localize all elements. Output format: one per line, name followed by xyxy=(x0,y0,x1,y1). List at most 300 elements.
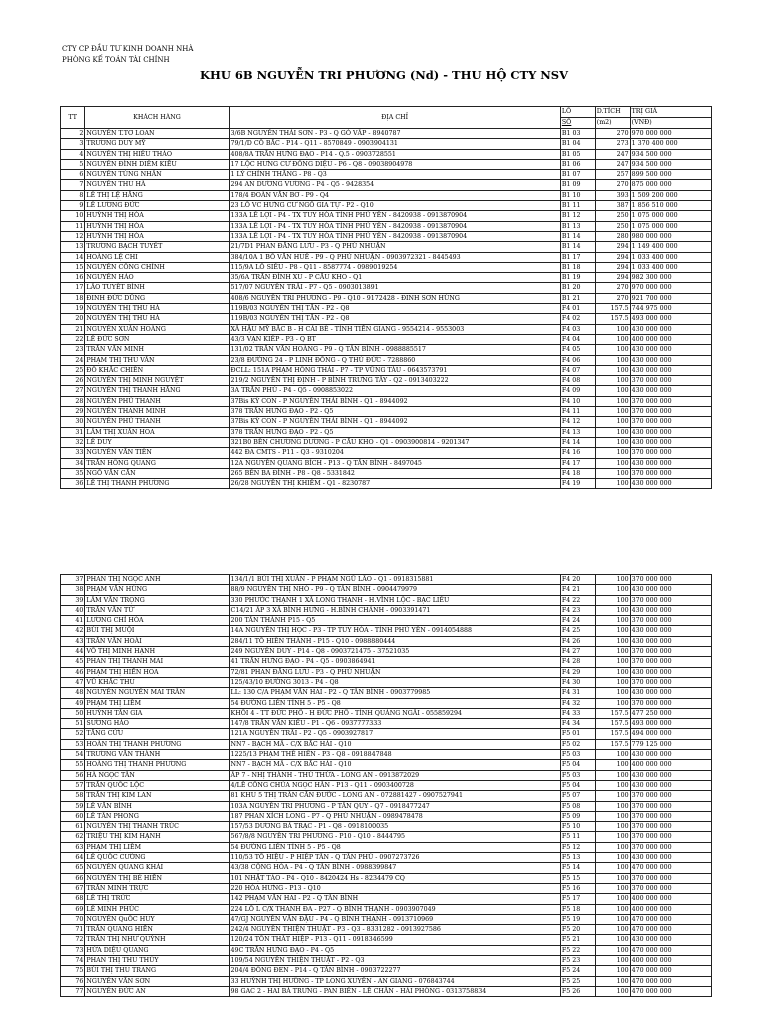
table-row xyxy=(61,324,712,334)
row-number-cell: 70 xyxy=(61,914,85,924)
lot-number-cell: F4 31 xyxy=(560,688,595,698)
customer-name-cell: LÂM VĂN TRỌNG xyxy=(85,595,229,605)
lot-number-cell: B1 05 xyxy=(560,149,595,159)
customer-name-cell: TRẦN VĂN HOÀI xyxy=(85,636,229,646)
customer-name-cell: NGUYỄN THỊ THU HÀ xyxy=(85,304,229,314)
price-cell: 370 000 000 xyxy=(630,468,711,478)
row-number-cell: 12 xyxy=(61,231,85,241)
price-cell: 430 000 000 xyxy=(630,853,711,863)
table-row xyxy=(61,221,712,231)
area-cell: 100 xyxy=(595,355,630,365)
customer-name-cell: LÊ THỊ LỆ HẰNG xyxy=(85,190,229,200)
area-cell: 100 xyxy=(595,595,630,605)
customer-name-cell: HOÀNG THỊ THANH PHƯƠNG xyxy=(85,760,229,770)
price-cell: 400 000 000 xyxy=(630,955,711,965)
price-cell: 980 000 000 xyxy=(630,231,711,241)
table-row xyxy=(61,417,712,427)
lot-number-cell: F4 33 xyxy=(560,708,595,718)
area-cell: 100 xyxy=(595,770,630,780)
table-row xyxy=(61,616,712,626)
row-number-cell: 44 xyxy=(61,647,85,657)
area-cell: 100 xyxy=(595,407,630,417)
table-row xyxy=(61,129,712,139)
company-name: CTY CP ĐẦU TƯ KINH DOANH NHÀ xyxy=(62,45,194,53)
price-cell: 493 000 000 xyxy=(630,719,711,729)
lot-number-cell: B1 12 xyxy=(560,211,595,221)
price-cell: 1 856 510 000 xyxy=(630,201,711,211)
area-cell: 100 xyxy=(595,832,630,842)
area-cell: 100 xyxy=(595,324,630,334)
area-cell: 100 xyxy=(595,883,630,893)
lot-number-cell: F5 24 xyxy=(560,966,595,976)
lot-number-cell: F4 03 xyxy=(560,324,595,334)
customer-name-cell: BÙI THỊ THU TRANG xyxy=(85,966,229,976)
address-cell: 249 NGUYỄN DUY - P14 - Q8 - 0903721475 - 37521035 xyxy=(229,647,560,657)
area-cell: 100 xyxy=(595,417,630,427)
price-cell: 934 500 000 xyxy=(630,159,711,169)
lot-number-cell: B1 20 xyxy=(560,283,595,293)
header-tt: TT xyxy=(61,107,85,129)
price-cell: 430 000 000 xyxy=(630,365,711,375)
customer-name-cell: TRƯƠNG DUY MỸ xyxy=(85,139,229,149)
row-number-cell: 25 xyxy=(61,365,85,375)
row-number-cell: 10 xyxy=(61,211,85,221)
address-cell: 37Bis KỲ CON - P NGUYỄN THÁI BÌNH - Q1 - 8944092 xyxy=(229,417,560,427)
lot-number-cell: F5 17 xyxy=(560,894,595,904)
customer-name-cell: PHAN THỊ NGỌC ANH xyxy=(85,575,229,585)
row-number-cell: 9 xyxy=(61,201,85,211)
lot-number-cell: F5 01 xyxy=(560,729,595,739)
row-number-cell: 50 xyxy=(61,708,85,718)
price-cell: 430 000 000 xyxy=(630,605,711,615)
table-row xyxy=(61,242,712,252)
address-cell: 408/8A TRẦN HƯNG ĐẠO - P14 - Q.5 - 0903728551 xyxy=(229,149,560,159)
row-number-cell: 52 xyxy=(61,729,85,739)
price-cell: 899 500 000 xyxy=(630,170,711,180)
customer-name-cell: NGUYỄN THỊ BÉ HIỀN xyxy=(85,873,229,883)
row-number-cell: 74 xyxy=(61,955,85,965)
address-cell: 157/53 DƯƠNG BÁ TRẠC - P1 - Q8 - 0918100035 xyxy=(229,822,560,832)
address-cell: LL: 130 C/A PHẠM VĂN HAI - P2 - Q TÂN BÌNH - 0903779985 xyxy=(229,688,560,698)
price-cell: 370 000 000 xyxy=(630,448,711,458)
customer-name-cell: HOÀN THỊ THANH PHƯƠNG xyxy=(85,739,229,749)
price-cell: 370 000 000 xyxy=(630,616,711,626)
row-number-cell: 37 xyxy=(61,575,85,585)
header-price-unit: (VNĐ) xyxy=(630,118,711,129)
customer-name-cell: NGUYỄN CÔNG CHÍNH xyxy=(85,262,229,272)
address-cell: 220 HÒA HƯNG - P13 - Q10 xyxy=(229,883,560,893)
address-cell: 43/3 VẠN KIẾP - P3 - Q BT xyxy=(229,334,560,344)
company-header xyxy=(62,44,193,66)
row-number-cell: 30 xyxy=(61,417,85,427)
row-number-cell: 73 xyxy=(61,945,85,955)
customer-name-cell: NGUYỄN QuỐC HUY xyxy=(85,914,229,924)
lot-number-cell: F5 09 xyxy=(560,811,595,821)
area-cell: 100 xyxy=(595,801,630,811)
row-number-cell: 17 xyxy=(61,283,85,293)
address-cell: 3/6B NGUYỄN THÁI SƠN - P3 - Q GÒ VẤP - 8940787 xyxy=(229,129,560,139)
area-cell: 257 xyxy=(595,170,630,180)
table-row xyxy=(61,739,712,749)
area-cell: 100 xyxy=(595,750,630,760)
table-row xyxy=(61,170,712,180)
area-cell: 100 xyxy=(595,688,630,698)
price-cell: 370 000 000 xyxy=(630,407,711,417)
area-cell: 100 xyxy=(595,677,630,687)
lot-number-cell: F5 02 xyxy=(560,739,595,749)
address-cell: 178/4 ĐOÀN VĂN BƠ - P9 - Q4 xyxy=(229,190,560,200)
customer-name-cell: NGUYỄN THỊ MINH NGUYỆT xyxy=(85,376,229,386)
price-cell: 1 075 000 000 xyxy=(630,211,711,221)
customer-name-cell: NGUYỄN QUANG KHẢI xyxy=(85,863,229,873)
address-cell: 17 LỘC HƯNG CƯ ĐÔNG DIỆU - P6 - Q8 - 09038904978 xyxy=(229,159,560,169)
price-cell: 370 000 000 xyxy=(630,417,711,427)
customer-name-cell: LÊ QUỐC CƯỜNG xyxy=(85,853,229,863)
area-cell: 100 xyxy=(595,427,630,437)
table-row xyxy=(61,708,712,718)
price-cell: 370 000 000 xyxy=(630,832,711,842)
table-row xyxy=(61,883,712,893)
header-address: ĐỊA CHỈ xyxy=(229,107,560,129)
address-cell: 284/11 TÔ HIẾN THÀNH - P15 - Q10 - 0988880444 xyxy=(229,636,560,646)
address-cell: 1225/13 PHẠM THẾ HIỂN - P3 - Q8 - 0918847848 xyxy=(229,750,560,760)
area-cell: 100 xyxy=(595,945,630,955)
row-number-cell: 13 xyxy=(61,242,85,252)
customer-name-cell: HUỲNH THỊ HÒA xyxy=(85,221,229,231)
lot-number-cell: F4 32 xyxy=(560,698,595,708)
address-cell: ĐCLL: 151A PHẠM HỒNG THÁI - P7 - TP VŨNG TÀU - 0643573791 xyxy=(229,365,560,375)
customer-name-cell: TRẦN VĂN MINH xyxy=(85,345,229,355)
page-title: KHU 6B NGUYỄN TRI PHƯƠNG (Nd) - THU HỘ CTY NSV xyxy=(199,68,569,82)
price-cell: 370 000 000 xyxy=(630,883,711,893)
customer-name-cell: PHAN THỊ THU THỦY xyxy=(85,955,229,965)
table-row xyxy=(61,750,712,760)
lot-number-cell: F5 23 xyxy=(560,955,595,965)
area-cell: 100 xyxy=(595,636,630,646)
customer-name-cell: HỨA DIỆU QUANG xyxy=(85,945,229,955)
row-number-cell: 75 xyxy=(61,966,85,976)
address-cell: 187 PHAN XÍCH LONG - P7 - Q PHÚ NHUẬN - 0989478478 xyxy=(229,811,560,821)
table-row xyxy=(61,479,712,489)
address-cell: 81 KHU 5 THỊ TRẤN CẦN ĐƯỚC - LONG AN - 072881427 - 0907527941 xyxy=(229,791,560,801)
row-number-cell: 42 xyxy=(61,626,85,636)
row-number-cell: 23 xyxy=(61,345,85,355)
table-row xyxy=(61,365,712,375)
table-row xyxy=(61,595,712,605)
table-row xyxy=(61,231,712,241)
area-cell: 100 xyxy=(595,955,630,965)
table-row xyxy=(61,407,712,417)
row-number-cell: 77 xyxy=(61,986,85,996)
table-row xyxy=(61,605,712,615)
price-cell: 400 000 000 xyxy=(630,894,711,904)
table-row xyxy=(61,458,712,468)
area-cell: 100 xyxy=(595,986,630,996)
row-number-cell: 4 xyxy=(61,149,85,159)
table-row xyxy=(61,427,712,437)
row-number-cell: 76 xyxy=(61,976,85,986)
lot-number-cell: B1 14 xyxy=(560,242,595,252)
lot-number-cell: F4 10 xyxy=(560,396,595,406)
row-number-cell: 68 xyxy=(61,894,85,904)
row-number-cell: 41 xyxy=(61,616,85,626)
price-cell: 430 000 000 xyxy=(630,667,711,677)
row-number-cell: 27 xyxy=(61,386,85,396)
customer-name-cell: NGUYỄN THỊ HIẾU THẢO xyxy=(85,149,229,159)
customer-name-cell: TĂNG CỪU xyxy=(85,729,229,739)
price-cell: 744 975 000 xyxy=(630,304,711,314)
table-row xyxy=(61,770,712,780)
address-cell: 72/81 PHAN ĐĂNG LƯU - P3 - Q PHÚ NHUẬN xyxy=(229,667,560,677)
row-number-cell: 65 xyxy=(61,863,85,873)
customer-name-cell: LÊ TẤN PHONG xyxy=(85,811,229,821)
price-cell: 370 000 000 xyxy=(630,677,711,687)
customer-name-cell: LÊ LƯƠNG ĐỨC xyxy=(85,201,229,211)
area-cell: 100 xyxy=(595,976,630,986)
row-number-cell: 7 xyxy=(61,180,85,190)
customer-name-cell: VÕ THỊ MINH HẠNH xyxy=(85,647,229,657)
table-row xyxy=(61,873,712,883)
lot-number-cell: F4 28 xyxy=(560,657,595,667)
area-cell: 100 xyxy=(595,894,630,904)
table-row xyxy=(61,667,712,677)
row-number-cell: 63 xyxy=(61,842,85,852)
customer-name-cell: VŨ KHẮC THU xyxy=(85,677,229,687)
customer-name-cell: BÙI THỊ MUỘI xyxy=(85,626,229,636)
price-cell: 430 000 000 xyxy=(630,324,711,334)
customer-name-cell: PHẠM THỊ LIÊM xyxy=(85,698,229,708)
table-row xyxy=(61,304,712,314)
address-cell: 134/1/1 BÙI THỊ XUÂN - P PHẠM NGŨ LÃO - Q1 - 0918315881 xyxy=(229,575,560,585)
price-cell: 477 250 000 xyxy=(630,708,711,718)
customer-name-cell: TRẦN QUANG HIỀN xyxy=(85,925,229,935)
lot-number-cell: B1 21 xyxy=(560,293,595,303)
lot-number-cell: F4 26 xyxy=(560,636,595,646)
address-cell: 384/10A 1 BÔ VĂN HUÊ - P9 - Q PHÚ NHUẬN - 0903972321 - 8445493 xyxy=(229,252,560,262)
area-cell: 100 xyxy=(595,853,630,863)
row-number-cell: 62 xyxy=(61,832,85,842)
area-cell: 270 xyxy=(595,293,630,303)
lot-number-cell: F4 08 xyxy=(560,376,595,386)
lot-number-cell: F5 04 xyxy=(560,760,595,770)
row-number-cell: 47 xyxy=(61,677,85,687)
header-area-unit: (m2) xyxy=(595,118,630,129)
address-cell: 204/4 ĐỒNG ĐEN - P14 - Q TÂN BÌNH - 0903722277 xyxy=(229,966,560,976)
department-name: PHÒNG KẾ TOÁN TÀI CHÍNH xyxy=(62,56,170,64)
customer-name-cell: NGUYỄN HẢO xyxy=(85,273,229,283)
lot-number-cell: F5 13 xyxy=(560,853,595,863)
row-number-cell: 51 xyxy=(61,719,85,729)
address-cell: 79/1/D CÔ BẮC - P14 - Q11 - 8570849 - 0903904131 xyxy=(229,139,560,149)
customer-name-cell: TRẦN HỒNG QUANG xyxy=(85,458,229,468)
row-number-cell: 59 xyxy=(61,801,85,811)
lot-number-cell: B1 18 xyxy=(560,262,595,272)
customer-name-cell: LÊ ĐỨC SƠN xyxy=(85,334,229,344)
customer-name-cell: TRƯƠNG BẠCH TUYẾT xyxy=(85,242,229,252)
area-cell: 387 xyxy=(595,201,630,211)
price-cell: 470 000 000 xyxy=(630,966,711,976)
lot-number-cell: F4 01 xyxy=(560,304,595,314)
address-cell: 4/LÊ CÔNG CHÚA NGỌC HÂN - P13 - Q11 - 0903400728 xyxy=(229,780,560,790)
address-cell: 12A NGUYỄN QUANG BÍCH - P13 - Q TÂN BÌNH - 8497045 xyxy=(229,458,560,468)
table-row xyxy=(61,914,712,924)
table-row xyxy=(61,904,712,914)
address-cell: 110/53 TÔ HIỆU - P HIỆP TÂN - Q TÂN PHÚ - 0907273726 xyxy=(229,853,560,863)
lot-number-cell: F4 20 xyxy=(560,575,595,585)
price-cell: 430 000 000 xyxy=(630,345,711,355)
address-cell: 35/6A TRẦN ĐÌNH XU - P CẦU KHO - Q1 xyxy=(229,273,560,283)
price-cell: 430 000 000 xyxy=(630,458,711,468)
customer-name-cell: HUỲNH TÂN GIA xyxy=(85,708,229,718)
price-cell: 430 000 000 xyxy=(630,780,711,790)
table-row xyxy=(61,345,712,355)
area-cell: 100 xyxy=(595,468,630,478)
area-cell: 100 xyxy=(595,698,630,708)
row-number-cell: 22 xyxy=(61,334,85,344)
address-cell: 37Bis KỲ CON - P NGUYỄN THÁI BÌNH - Q1 - 8944092 xyxy=(229,396,560,406)
area-cell: 100 xyxy=(595,863,630,873)
row-number-cell: 64 xyxy=(61,853,85,863)
lot-number-cell: F4 13 xyxy=(560,427,595,437)
area-cell: 100 xyxy=(595,334,630,344)
customer-name-cell: LÊ VĂN BÌNH xyxy=(85,801,229,811)
address-cell: 242/4 NGUYỄN THIỆN THUẬT - P3 - Q3 - 8331282 - 0913927586 xyxy=(229,925,560,935)
area-cell: 100 xyxy=(595,376,630,386)
address-cell: 98 GAC 2 - HAI BÀ TRƯNG - PAN BIÊN - LÊ CHÂN - HẢI PHÒNG - 0313758834 xyxy=(229,986,560,996)
row-number-cell: 20 xyxy=(61,314,85,324)
address-cell: ẤP 7 - NHỊ THÀNH - THỦ THỪA - LONG AN - 0913872029 xyxy=(229,770,560,780)
customer-name-cell: PHẠM THỊ THU VÂN xyxy=(85,355,229,365)
customer-name-cell: HUỲNH THỊ HÒA xyxy=(85,211,229,221)
price-cell: 370 000 000 xyxy=(630,657,711,667)
row-number-cell: 45 xyxy=(61,657,85,667)
area-cell: 100 xyxy=(595,780,630,790)
price-cell: 470 000 000 xyxy=(630,945,711,955)
area-cell: 250 xyxy=(595,211,630,221)
price-cell: 1 033 400 000 xyxy=(630,262,711,272)
row-number-cell: 56 xyxy=(61,770,85,780)
address-cell: 408/6 NGUYỄN TRI PHƯƠNG - P9 - Q10 - 9172428 - ĐINH SƠN HÙNG xyxy=(229,293,560,303)
lot-number-cell: F4 34 xyxy=(560,719,595,729)
area-cell: 100 xyxy=(595,575,630,585)
price-cell: 470 000 000 xyxy=(630,986,711,996)
address-cell: 103A NGUYỄN TRI PHƯƠNG - P TÂN QUY - Q7 - 0918477247 xyxy=(229,801,560,811)
area-cell: 294 xyxy=(595,252,630,262)
header-lot-number: SỐ xyxy=(560,118,595,129)
table-row xyxy=(61,386,712,396)
area-cell: 280 xyxy=(595,231,630,241)
address-cell: 115/9A LÔ SIÊU - P8 - Q11 - 8587774 - 0989019254 xyxy=(229,262,560,272)
customer-name-cell: HOÀNG LỆ CHI xyxy=(85,252,229,262)
area-cell: 273 xyxy=(595,139,630,149)
row-number-cell: 32 xyxy=(61,437,85,447)
customer-name-cell: NGUYỄN T.TƠ LOAN xyxy=(85,129,229,139)
lot-number-cell: F5 22 xyxy=(560,945,595,955)
price-cell: 1 149 400 000 xyxy=(630,242,711,252)
row-number-cell: 24 xyxy=(61,355,85,365)
lot-number-cell: B1 06 xyxy=(560,159,595,169)
table-row xyxy=(61,822,712,832)
address-cell: 54 ĐƯỜNG LIÊN TỈNH 5 - P5 - Q8 xyxy=(229,698,560,708)
row-number-cell: 26 xyxy=(61,376,85,386)
customer-name-cell: TRẦN QUỐC LỘC xyxy=(85,780,229,790)
area-cell: 100 xyxy=(595,605,630,615)
table-header-row xyxy=(61,107,712,118)
area-cell: 100 xyxy=(595,479,630,489)
customer-name-cell: LÃO TUYẾT BÌNH xyxy=(85,283,229,293)
table-row xyxy=(61,273,712,283)
row-number-cell: 36 xyxy=(61,479,85,489)
lot-number-cell: B1 11 xyxy=(560,201,595,211)
lot-number-cell: F5 21 xyxy=(560,935,595,945)
area-cell: 250 xyxy=(595,221,630,231)
price-cell: 875 000 000 xyxy=(630,180,711,190)
table-row xyxy=(61,262,712,272)
address-cell: 133A LÊ LỢI - P4 - TX TUY HÒA TỈNH PHÚ YÊN - 8420938 - 0913870904 xyxy=(229,231,560,241)
table-row xyxy=(61,791,712,801)
lot-number-cell: B1 14 xyxy=(560,231,595,241)
address-cell: 133A LÊ LỢI - P4 - TX TUY HÒA TỈNH PHÚ YÊN - 8420938 - 0913870904 xyxy=(229,211,560,221)
area-cell: 100 xyxy=(595,647,630,657)
price-cell: 430 000 000 xyxy=(630,427,711,437)
row-number-cell: 53 xyxy=(61,739,85,749)
row-number-cell: 60 xyxy=(61,811,85,821)
price-cell: 470 000 000 xyxy=(630,976,711,986)
table-row xyxy=(61,832,712,842)
lot-number-cell: F4 09 xyxy=(560,386,595,396)
address-cell: 14A NGUYỄN THỊ HỌC - P3 - TP TUY HÒA - TỈNH PHÚ YÊN - 0914054888 xyxy=(229,626,560,636)
price-cell: 779 125 000 xyxy=(630,739,711,749)
row-number-cell: 46 xyxy=(61,667,85,677)
lot-number-cell: F5 15 xyxy=(560,873,595,883)
price-cell: 970 000 000 xyxy=(630,129,711,139)
area-cell: 100 xyxy=(595,811,630,821)
area-cell: 270 xyxy=(595,129,630,139)
table-row xyxy=(61,585,712,595)
address-cell: 109/54 NGUYỄN THIỆN THUẬT - P2 - Q3 xyxy=(229,955,560,965)
table-row xyxy=(61,955,712,965)
address-cell: 330 PHƯỚC THẠNH 1 XÃ LONG THẠNH - H.VĨNH LỘC - BẠC LIÊU xyxy=(229,595,560,605)
lot-number-cell: F5 26 xyxy=(560,986,595,996)
lot-number-cell: F4 04 xyxy=(560,334,595,344)
row-number-cell: 15 xyxy=(61,262,85,272)
lot-number-cell: F5 08 xyxy=(560,801,595,811)
area-cell: 294 xyxy=(595,242,630,252)
lot-number-cell: B1 04 xyxy=(560,139,595,149)
customer-name-cell: NGUYỄN NGUYỄN MAI TRÂN xyxy=(85,688,229,698)
table-row xyxy=(61,647,712,657)
address-cell: 119B/03 NGUYỄN THỊ TẦN - P2 - Q8 xyxy=(229,304,560,314)
lot-number-cell: F4 06 xyxy=(560,355,595,365)
price-cell: 1 075 000 000 xyxy=(630,221,711,231)
area-cell: 100 xyxy=(595,626,630,636)
price-cell: 1 370 400 000 xyxy=(630,139,711,149)
table-row xyxy=(61,780,712,790)
lot-number-cell: F4 30 xyxy=(560,677,595,687)
price-cell: 470 000 000 xyxy=(630,863,711,873)
table-row xyxy=(61,575,712,585)
lot-number-cell: B1 07 xyxy=(560,170,595,180)
customer-name-cell: NGUYỄN THU HÀ xyxy=(85,180,229,190)
row-number-cell: 18 xyxy=(61,293,85,303)
lot-number-cell: F4 27 xyxy=(560,647,595,657)
table-row xyxy=(61,211,712,221)
table-row xyxy=(61,976,712,986)
table-row xyxy=(61,719,712,729)
lot-number-cell: F4 12 xyxy=(560,417,595,427)
area-cell: 157.5 xyxy=(595,729,630,739)
price-cell: 470 000 000 xyxy=(630,914,711,924)
